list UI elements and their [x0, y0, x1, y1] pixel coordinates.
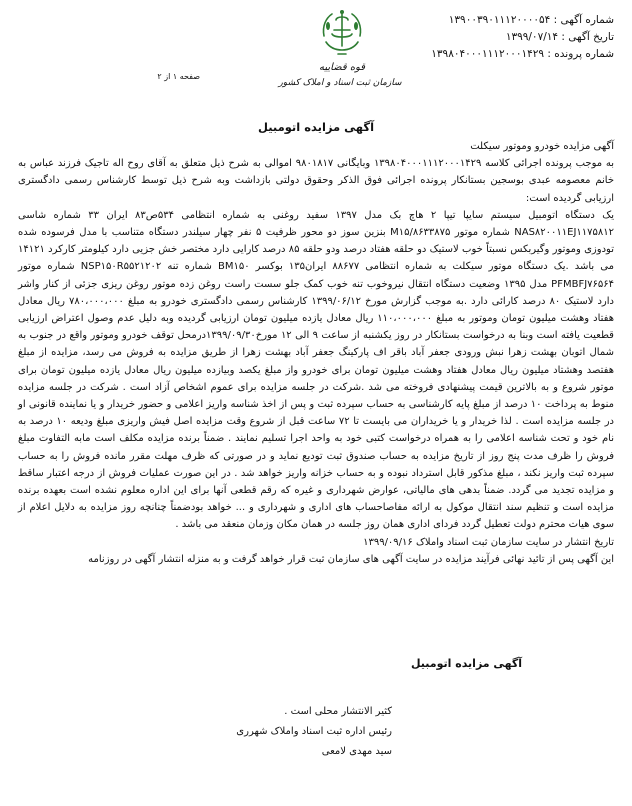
- org-title: قوه قضاییه: [318, 62, 366, 73]
- notice-publish-date: تاریخ انتشار در سایت سازمان ثبت اسناد واملاک ۱۳۹۹/۰۹/۱۶: [363, 536, 614, 548]
- meta-notice-number: شماره آگهی : ۱۳۹۰۰۳۹۰۱۱۱۲۰۰۰۰۵۴: [448, 14, 614, 26]
- meta-case-number: شماره پرونده : ۱۳۹۸۰۴۰۰۰۱۱۱۲۰۰۰۱۴۲۹: [431, 48, 614, 60]
- page-number: صفحه ۱ از ۲: [157, 72, 200, 81]
- signature-block: [172, 702, 392, 762]
- judiciary-emblem-icon: [312, 6, 372, 62]
- org-subtitle: سازمان ثبت اسناد و املاک کشور: [278, 78, 402, 88]
- notice-meta: [354, 12, 614, 63]
- notice-publish-note: این آگهی پس از تائید نهائی فرآیند مزایده در سایت آگهی های سازمان ثبت قرار خواهد گرفت و به منزله انتشار آگهی در روزنامه: [88, 553, 614, 565]
- notice-paragraph-intro: به موجب پرونده اجرائی کلاسه ۱۳۹۸۰۴۰۰۰۱۱۱۲۰۰۰۱۴۲۹ وبایگانی ۹۸۰۱۸۱۷ اموالی به شرح ذیل متعلق به آقای روح اله تاجیک فرزند عباس به خانم معصومه عبدی بوسجین بستانکار پرونده اجرائی فوق الذکر وحقوق دولتی بازداشت وبه شرح ذیل توسط کارشناس رسمی دادگستری ارزیابی گردیده است:: [18, 158, 614, 204]
- signer-line: رئیس اداره ثبت اسناد واملاک شهرری: [236, 726, 392, 737]
- meta-notice-date: تاریخ آگهی : ۱۳۹۹/۰۷/۱۴: [505, 31, 614, 43]
- footer-title: آگهی مزایده اتومبیل: [410, 657, 522, 670]
- notice-paragraph-details: یک دستگاه اتومبیل سیستم سایپا تیپا ۲ هاچ بک مدل ۱۳۹۷ سفید روغنی به شماره انتظامی ۵۳۴ص۸۳ ایران ۳۳ شماره شاسی NAS۸۲۰۰۱۱EJ۱۱۷۵۸۱۲ شماره موتور M۱۵/۸۶۳۳۸۷۵ بنزین سوز دو محور ظرفیت ۵ نفر چهار سیلندر دستگاه متناسب با مدل فرسوده شده تودوزی وموتور وگیربکس نسبتاً خوب لاستیک دو حلقه هفتاد درصد ودو حلقه ۸۵ درصد کارایی دارد مختصر خش جزیی دارد کیلومتر کارکرد ۱۴۱۲۱ می باشد .یک دستگاه موتور سیکلت به شماره انتظامی ۸۸۶۷۷ ایران۱۳۵ بوکسر BM۱۵۰ شماره تنه NSP۱۵۰R۵۵۲۱۲۰۲ شماره موتور PFMBFJ۷۶۵۶۴ مدل ۱۳۹۵ وضعیت دستگاه انتقال نیروخوب تنه خوب کمک جلو سست راست روغن زده موتور روغن ریزی جزئی از کنار واشر دارد لاستیک ۸۰ درصد کارائی دارد .به موجب گزارش مورخ ۱۳۹۹/۰۶/۱۲ کارشناس رسمی دادگستری خودرو به مبلغ ۷۸۰،۰۰۰،۰۰۰ ریال معادل هفتاد وهشت میلیون تومان وموتور به مبلغ ۱۱۰،۰۰۰،۰۰۰ ریال معادل یازده میلیون تومان ارزیابی گردیده وبه دلیل عدم وصول اعتراض ارزیابی قطعیت یافته است وبنا به درخواست بستانکار در روز یکشنبه از ساعت ۹ الی ۱۲ مورخ۱۳۹۹/۰۹/۳۰درمحل توقف خودرو وموتور واقع در جنوب به شمال اتوبان بهشت زهرا نبش ورودی جعفر آباد باقر اف پارکینگ جعفر آباد بهشت زهرا از طریق مزایده به فروش می رسد، مزایده از مبلغ هفتصد وهشتاد میلیون ریال معادل هفتاد وهشت میلیون تومان برای خودرو واز مبلغ یکصد وبیازده میلیون ریال معادل یازده میلیون تومان برای موتور شروع و به بالاترین قیمت پیشنهادی فروخته می شد .شرکت در جلسه مزایده برای عموم اشخاص آزاد است . شرکت در جلسه مزایده منوط به پرداخت ۱۰ درصد از مبلغ پایه کارشناسی به حساب سپرده ثبت و پس از اخذ شناسه واریز اعلامی و حضور خریدار و یا نماینده قانونی او در جلسه مزایده است . لذا خریدار و یا خریداران می بایست تا ۷۲ ساعت قبل از شروع وقت مزایده اصل فیش واریزی مبلغ ودیعه ۱۰ درصد به نام خود و تحت شناسه اعلامی را به همراه درخواست کتبی خود به واحد اجرا تسلیم نمایند . ضمناً برنده مزایده مکلف است مابه التفاوت مبلغ فروش را ظرف مدت پنج روز از تاریخ مزایده به حساب صندوق ثبت تودیع نماید و در صورتی که ظرف مهلت مقرر مانده فروش را به حساب سپرده ثبت واریز نکند ، مبلغ مذکور قابل استرداد نبوده و به حساب خزانه واریز خواهد شد . در این صورت عملیات فروش از درجه اعتبار ساقط و مزایده تجدید می گردد. ضمناً بدهی های مالیاتی، عوارض شهرداری و غیره که رقم قطعی آنها برای این اداره معلوم نشده است بعهده برنده مزایده است و تنظیم سند انتقال موکول به ارائه مفاصاحساب های اداری و شهرداری و ... خواهد بودضمناً چنانچه روز مزایده به دلایل اعلام از سوی هیات محترم دولت تعطیل گردد فردای اداری همان روز جلسه در همان مکان وزمان منعقد می باشد .: [18, 209, 615, 531]
- notice-title: آگهی مزایده اتومبیل: [257, 120, 375, 134]
- signer-line: سید مهدی لامعی: [321, 746, 392, 757]
- notice-subtitle: آگهی مزایده خودرو وموتور سیکلت: [470, 141, 614, 152]
- signer-line: کثیر الانتشار محلی است .: [284, 706, 392, 717]
- notice-body: [18, 138, 614, 568]
